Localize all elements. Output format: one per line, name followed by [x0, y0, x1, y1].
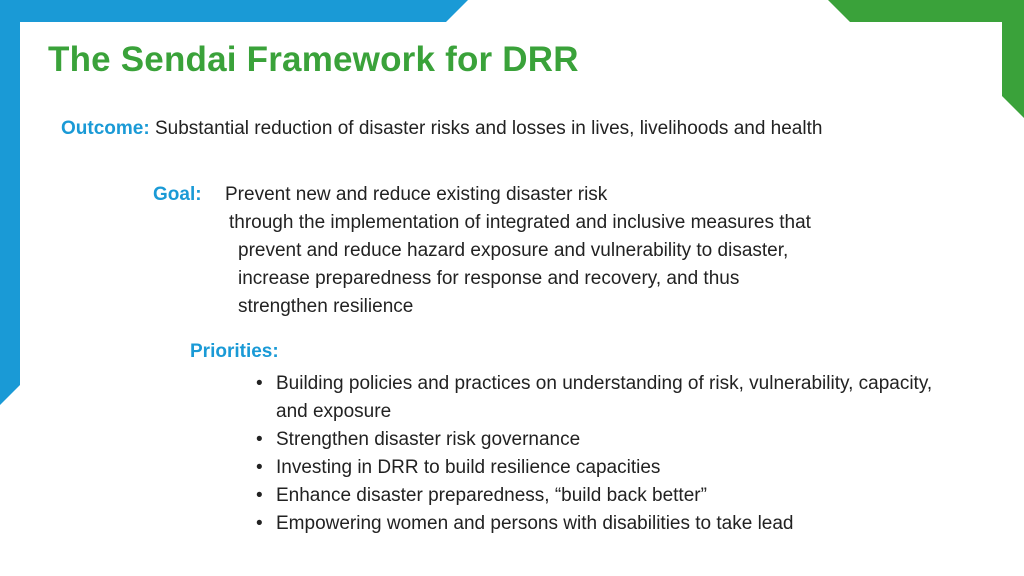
goal-line-4: increase preparedness for response and recovery, and thus [238, 268, 740, 289]
outcome-block [61, 116, 911, 142]
outcome-text: Substantial reduction of disaster risks and losses in lives, livelihoods and health [154, 118, 823, 139]
slide-title: The Sendai Framework for DRR [48, 40, 579, 79]
green-corner-decoration [828, 0, 1024, 120]
priorities-label: Priorities: [190, 341, 279, 362]
priority-item: • Investing in DRR to build resilience capacities [256, 454, 956, 482]
priority-item: • Enhance disaster preparedness, “build back better” [256, 482, 956, 510]
priority-item: • Strengthen disaster risk governance [256, 426, 956, 454]
priorities-list [256, 370, 956, 538]
goal-label: Goal: [153, 184, 202, 205]
goal-line-1: Prevent new and reduce existing disaster risk [225, 184, 608, 205]
outcome-label: Outcome: [61, 118, 150, 139]
goal-line-3: prevent and reduce hazard exposure and vulnerability to disaster, [238, 240, 789, 261]
priority-item: • Building policies and practices on understanding of risk, vulnerability, capacity, and exposure [256, 370, 956, 426]
goal-line-2: through the implementation of integrated and inclusive measures that [229, 212, 811, 233]
goal-line-5: strengthen resilience [238, 296, 414, 317]
priority-item: • Empowering women and persons with disabilities to take lead [256, 510, 956, 538]
